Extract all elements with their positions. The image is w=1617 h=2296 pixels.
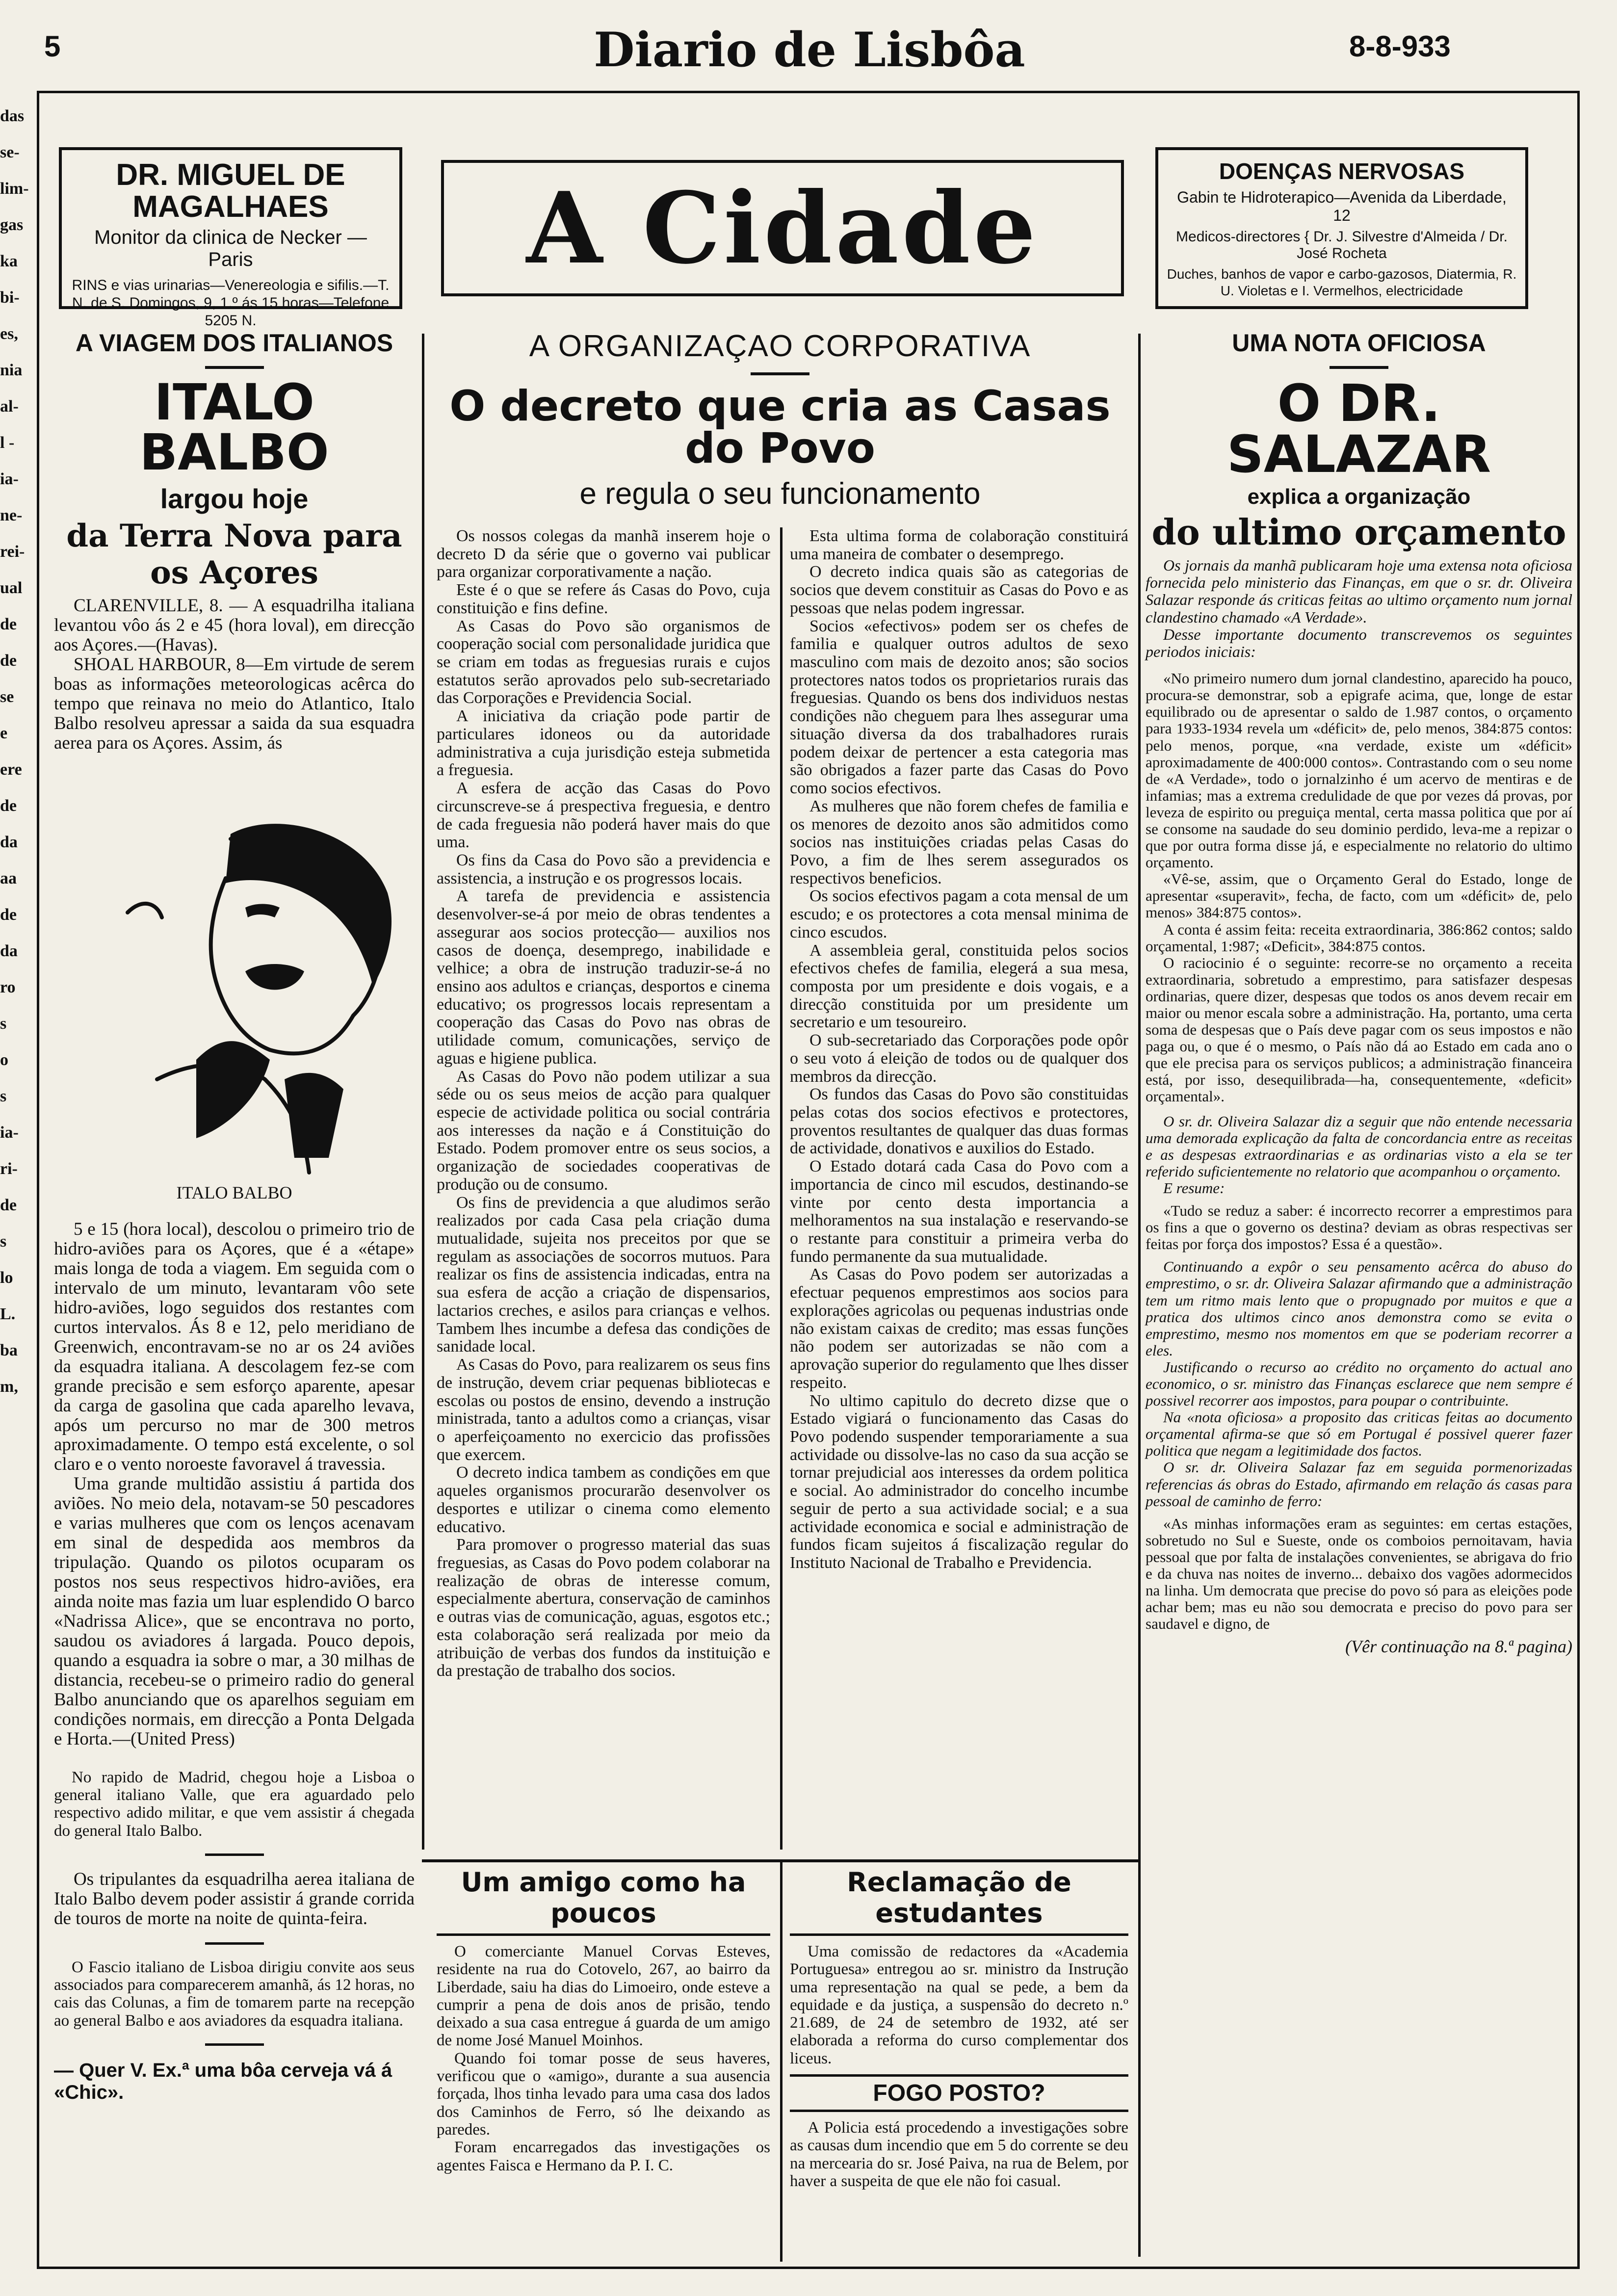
news-headline: Um amigo como ha poucos [461,1867,746,1929]
paragraph: Desse importante documento transcrevemos os seguintes periodos iniciais: [1146,625,1572,660]
paragraph: SHOAL HARBOUR, 8—Em virtude de serem boas as informações meteorologicas acêrca do tempo que reinava no meio do Atlantico, Italo Balbo resolveu apressar a saida da sua esquadra aerea para os Açores. Assim, ás [54,654,415,753]
paragraph: O sr. dr. Oliveira Salazar faz em seguida pormenorizadas referencias ás obras do Estado, afirmando em relação ás casas para pessoal de caminho de ferro: [1146,1459,1572,1510]
article-body [54,1958,415,2030]
paragraph: Os fundos das Casas do Povo são constituidas pelas cotas dos socios efectivos e protectores, proventos resultantes de qualquer das duas formas de actividade, donativos e auxilios do Estado. [790,1085,1128,1158]
column-rule [780,1859,782,2262]
beer-ad: — Quer V. Ex.ª uma bôa cerveja vá á «Chic». [54,2059,392,2103]
strip-fragment: de [0,797,17,815]
paragraph: «Tudo se reduz a saber: é incorrecto recorrer a emprestimos para os fins a que o governo os destina? deviam as obras respectivas ser feitas por força dos impostos? Essa é a questão». [1146,1202,1572,1253]
article-body [54,1769,415,1840]
paragraph: «Vê-se, assim, que o Orçamento Geral do Estado, longe de apresentar «superavit», fecha, de facto, com um «déficit» de, pelo menos» 384:875 contos». [1146,870,1572,921]
paragraph: E resume: [1163,1179,1225,1197]
paragraph: CLARENVILLE, 8. — A esquadrilha italiana levantou vôo ás 2 e 45 (hora loval), em direcção aos Açores.—(Havas). [54,596,415,655]
strip-fragment: ne- [0,506,23,524]
paragraph: O sr. dr. Oliveira Salazar diz a seguir que não entende necessaria uma demorada explicação da falta de concordancia entre as receitas e as despesas extraordinarias e as ordinarias visto a ela se ter referido suficientemente no relatorio que acompanhou o orçamento. [1146,1112,1572,1180]
article-subhead-2: da Terra Nova para os Açores [66,518,402,591]
paragraph: Para promover o progresso material das suas freguesias, as Casas do Povo podem colaborar na realização de obras de interesse comum, especialmente abertura, conservação de caminhos e outras vias de comunicação, aguas, esgotos etc.; esta colaboração será realizada por meio da atribuição de verbas dos fundos da instituição e da prestação de trabalho dos socios. [437,1536,770,1680]
article-kicker: A ORGANIZAÇAO CORPORATIVA [529,329,1031,363]
news-amigo [437,1867,770,2174]
article-balbo [54,329,415,753]
strip-fragment: da [0,833,18,851]
paragraph: As mulheres que não forem chefes de familia e os menores de dezoito anos são admitidos como socios nas instituições criadas pelas Casas do Povo, a fim de lhes serem assegurados os respectivos beneficios. [790,797,1128,887]
paragraph: Socios «efectivos» podem ser os chefes de familia e qualquer outros adultos de sexo masculino com mais de dezoito anos; são socios protectores natos todos os proprietarios rurais das freguesias. Quando os bens dos individuos nestas condições não cheguem para lhes assegurar uma situação diversa da dos trabalhadores rurais podem deixar de pertencer a esta categoria mas são obrigados a fazer parte das Casas do Povo como socios efectivos. [790,617,1128,798]
paragraph: A assembleia geral, constituida pelos socios efectivos chefes de familia, elegerá a sua mesa, composta por um presidente e dois vogais, e a direcção constituida por um presidente um secretario e um tesoureiro. [790,941,1128,1032]
paragraph: A conta é assim feita: receita extraordinaria, 386:862 contos; saldo orçamental, 1:987; «Deficit», 384:875 contos. [1146,920,1572,955]
news-body [790,1943,1128,2067]
paragraph: Este é o que se refere ás Casas do Povo, cuja constituição e fins define. [437,581,770,617]
ad-clinic [1155,147,1528,309]
paragraph: O raciocinio é o seguinte: recorre-se no orçamento a receita extraordinaria, sobretudo a emprestimo, para satisfazer despesas ordinarias, quere dizer, despesas que todos os anos devem recair em maior ou menor escala sobre a administração. Ha, portanto, uma certa soma de despesas que o País deve pagar com os seus impostos e não paga ou, o que é o mesmo, o País não dá ao Estado em cada ano o que ele precisa para os serviços publicos; a administração financeira está, por isso, desequilibrada—ha, consequentemente, «deficit» orçamental». [1146,954,1572,1105]
paragraph: As Casas do Povo não podem utilizar a sua séde ou os seus meios de acção para qualquer especie de actividade politica ou social contrária aos interesses da nação e á Constituição do Estado. Podem promover entre os seus socios, a organização de sociedades cooperativas de produção ou de consumo. [437,1067,770,1194]
article-body [54,1870,415,1929]
strip-fragment: ri- [0,1160,18,1178]
divider [1330,366,1388,369]
issue-date: 8-8-933 [1349,30,1451,63]
article-balbo-cont [54,1182,415,2104]
news-estudantes [790,1867,1128,2190]
strip-fragment: L. [0,1305,16,1323]
continuation-note: (Vêr continuação na 8.ª pagina) [1345,1637,1572,1657]
strip-fragment: e [0,724,8,742]
article-headline: O decreto que cria as Casas do Povo [449,382,1111,473]
strip-fragment: ro [0,978,16,996]
column-rule [780,527,782,1850]
paragraph: Justificando o recurso ao crédito no orçamento do actual ano economico, o sr. ministro das Finanças esclarece que nem sempre é possivel recorrer aos impostos, para poupar o contribuinte. [1146,1358,1572,1409]
news-body [790,2119,1128,2190]
strip-fragment: ia- [0,1123,19,1142]
paragraph: Continuando a expôr o seu pensamento acêrca do abuso do emprestimo, o sr. dr. Oliveira Salazar afirmando que a administração tem um ritmo mais lento que o propugnado por muitos e que a pratica dos ultimos cinco anos demonstra como se evita o emprestimo, mesmo nos momentos em que se poderiam recorrer a eles. [1146,1258,1572,1359]
article-kicker: UMA NOTA OFICIOSA [1232,329,1486,357]
paragraph: Na «nota oficiosa» a proposito das criticas feitas ao documento orçamental afirma-se que só em Portugal é possivel querer fazer politica que negam a legitimidade dos factos. [1146,1409,1572,1460]
paragraph: No ultimo capitulo do decreto dizse que o Estado vigiará o funcionamento das Casas do Povo podendo suspender temporariamente a sua actividade ou dissolve-las no caso da sua acção se tornar prejudicial aos interesses da ordem politica e social. Ao administrador do concelho incumbe seguir de perto a sua actividade social; e a sua actividade economica e social e administração de fundos ficam sujeitos á fiscalização regular do Instituto Nacional de Trabalho e Previdencia. [790,1391,1128,1572]
paragraph: Uma grande multidão assistiu á partida dos aviões. No meio dela, notavam-se 50 pescadores e varias mulheres que com os lenços acenavam em sinal de despedida aos membros da tripulação. Quando os pilotos ocuparam os postos nos seus respectivos hidro-aviões, era ainda noite mas fazia um luar esplendido O barco «Nadrissa Alice», que se encontrava no porto, saudou os aviadores á largada. Pouco depois, quando a esquadra ia sobre o mar, a 30 milhas de distancia, recebeu-se o primeiro radio do general Balbo anunciando que os aparelhos seguiam em condições normais, em direcção a Ponta Delgada e Horta.—(United Press) [54,1474,415,1749]
paragraph: Os jornais da manhã publicaram hoje uma extensa nota oficiosa fornecida pelo ministerio das Finanças, em que o sr. dr. Oliveira Salazar responde ás criticas feitas ao ultimo orçamento num jornal clandestino chamado «A Verdade». [1146,556,1572,626]
paragraph: Os tripulantes da esquadrilha aerea italiana de Italo Balbo devem poder assistir á grande corrida de touros de morte na noite de quinta-feira. [54,1869,415,1929]
article-body [1146,1202,1572,1252]
divider [205,1853,264,1856]
article-subhead: largou hoje [160,483,309,514]
article-intro [1146,557,1572,660]
strip-fragment: da [0,942,18,960]
strip-fragment: de [0,906,17,924]
paragraph: Esta ultima forma de colaboração constituirá uma maneira de combater o desemprego. [790,527,1128,563]
ad-clinic-title: DOENÇAS NERVOSAS [1219,158,1465,184]
news-body [437,1943,770,2174]
paragraph: Os socios efectivos pagam a cota mensal de um escudo; e os protectores a cota mensal minima de cinco escudos. [790,887,1128,941]
paragraph: Os nossos colegas da manhã inserem hoje o decreto D da série que o governo vai publicar para organizar corporativamente a nação. [437,527,770,581]
strip-fragment: al- [0,397,19,416]
paragraph: Os fins da Casa do Povo são a previdencia e assistencia, a instrução e os progressos locais. [437,851,770,887]
strip-fragment: ba [0,1341,18,1359]
article-salazar [1146,329,1572,1657]
strip-fragment: ka [0,252,18,270]
strip-fragment: gas [0,216,24,234]
paragraph: A Policia está procedendo a investigações sobre as causas dum incendio que em 5 do corrente se deu na mercearia do sr. José Paiva, na rua de Belem, por haver a suspeita de que ele não foi casual. [790,2119,1128,2190]
column-rule [1138,334,1141,2257]
article-subhead-2: do ultimo orçamento [1151,511,1566,553]
divider [751,372,809,375]
strip-fragment: m, [0,1378,18,1396]
strip-fragment: lim- [0,180,29,198]
page-number: 5 [44,30,61,63]
divider [437,1933,770,1936]
paragraph: No rapido de Madrid, chegou hoje a Lisboa o general italiano Valle, que era aguardado pelo respectivo adido militar, e que vem assistir á chegada do general Italo Balbo. [54,1768,415,1840]
strip-fragment: de [0,615,17,633]
ad-clinic-doctors: Medicos-directores { Dr. J. Silvestre d'Almeida / Dr. José Rocheta [1176,229,1508,261]
article-headline: O DR. SALAZAR [1226,373,1491,484]
paragraph: O sub-secretariado das Corporações pode opôr o seu voto á eleição de todos ou de qualquer dos membros da direcção. [790,1031,1128,1086]
divider [205,2043,264,2046]
ad-doctor-details: RINS e vias urinarias—Venereologia e sifilis.—T. N. de S. Domingos, 9, 1.º ás 15 horas—Telefone 5205 N. [72,277,390,329]
article-subhead: explica a organização [1247,485,1471,509]
paragraph: O comerciante Manuel Corvas Esteves, residente na rua do Cotovelo, 267, ao bairro da Liberdade, saiu ha dias do Limoeiro, onde esteve a cumprir a pena de dois anos de prisão, tendo deixado a sua casa entregue á guarda de um amigo de nome José Manuel Moinhos. [437,1943,770,2050]
paragraph: Os fins de previdencia a que aludimos serão realizados por cada Casa pela criação duma mutualidade, sujeita nos preceitos por que se regulam as associações de socorros mutuos. Para realizar os fins de assistencia indicadas, entra na sua esfera de acção a criação de dispensarios, lactarios creches, e asilos para crianças e velhos. Tambem lhes incumbe a defesa das condições de sanidade local. [437,1193,770,1356]
ad-doctor-name: DR. MIGUEL DE MAGALHAES [116,158,345,224]
strip-fragment: l - [0,434,15,452]
caricature-illustration [98,785,417,1177]
ad-doctor-title: Monitor da clinica de Necker — Paris [94,227,367,271]
strip-fragment: aa [0,869,17,887]
article-headline: ITALO BALBO [139,373,329,482]
article-body [1146,670,1572,1105]
article-body [1146,1113,1572,1197]
paragraph: As Casas do Povo são organismos de cooperação social com personalidade juridica que se criam em todas as freguesias rurais e cujos estatutos serão aprovados pelo sub-secretariado das Corporações e Previdencia Social. [437,617,770,707]
article-body-right [790,527,1128,1572]
paragraph: O Fascio italiano de Lisboa dirigiu convite aos seus associados para comparecerem amanhã, ás 12 horas, no cais das Colunas, a fim de tomarem parte na recepção ao general Balbo e aos aviadores da esquadra italiana. [54,1958,415,2030]
paragraph: O decreto indica quais são as categorias de socios que devem constituir as Casas do Povo e as pessoas que nelas podem ingressar. [790,563,1128,617]
news-headline: Reclamação de estudantes [847,1867,1071,1929]
section-logo-text: A Cidade [441,160,1124,296]
ad-clinic-address: Gabin te Hidroterapico—Avenida da Liberdade, 12 [1177,188,1507,224]
strip-fragment: nia [0,361,23,379]
article-body-left [437,527,770,1680]
article-kicker: A VIAGEM DOS ITALIANOS [75,329,393,357]
paragraph: As Casas do Povo, para realizarem os seus fins de instrução, devem criar pequenas bibliotecas e escolas ou postos de ensino, devendo a instrução ministrada, tanto a adultos como a crianças, visar o aperfeiçoamento no exercicio das profissões que exercem. [437,1356,770,1464]
divider [205,366,264,369]
masthead: Diario de Lisbôa [594,22,1025,78]
paragraph: Quando foi tomar posse de seus haveres, verificou que o «amigo», durante a sua ausencia forçada, lhos tinha levado para uma casa dos lados dos Caminhos de Ferro, só lhe deixando as paredes. [437,2049,770,2139]
paragraph: «No primeiro numero dum jornal clandestino, aparecido ha pouco, procura-se demonstrar, sob a epigrafe acima, que, longe de estar equilibrado ou de apresentar o saldo de 1.987 contos, o orçamento para 1933-1934 revela um «déficit» de, pelo menos, 384:875 contos: pelo menos, porque, «na verdade, existe um «déficit» aproximadamente de 400:000 contos». Contrastando com o seu nome de «A Verdade», todo o jornalzinho é um acervo de mentiras e de infamias; mas a extrema credulidade de que por vezes dá provas, por leveza de espirito ou preguiça mental, certa massa politica que por aí se consome na saudade do seu dominio perdido, leva-me a repizar o que por outra forma disse já, e especialmente no relatorio do ultimo orçamento. [1146,670,1572,871]
paragraph: A tarefa de previdencia e assistencia desenvolver-se-á por meio de obras tendentes a assegurar aos socios protecção— auxilios nos casos de doença, desemprego, inabilidade e velhice; a obra de instrução traduzir-se-á no ensino aos adultos e crianças, desportos e cinema educativo; os progressos locais representam a cooperação das Casas do Povo nas obras de utilidade comum, comunicações, serviço de aguas e higiene publica. [437,887,770,1068]
strip-fragment: bi- [0,288,20,307]
article-subhead: e regula o seu funcionamento [579,477,981,511]
paragraph: O decreto indica tambem as condições em que aqueles organismos procurarão desenvolver os desportes e utilizar o cinema como elemento educativo. [437,1463,770,1536]
divider [790,1933,1128,1936]
left-edge-strip [0,107,29,2168]
news-headline-fogo: FOGO POSTO? [790,2074,1128,2112]
column-rule [422,334,424,1850]
paragraph: A esfera de acção das Casas do Povo circunscreve-se á prespectiva freguesia, e dentro de cada freguesia não poderá haver mais do que uma. [437,779,770,852]
divider [205,1942,264,1945]
article-body [1146,1515,1572,1633]
strip-fragment: ere [0,760,22,779]
article-body [54,596,415,753]
paragraph: Uma comissão de redactores da «Academia Portuguesa» entregou ao sr. ministro da Instrução uma representação na qual se pede, a bem da equidade e da justiça, a suspensão do decreto n.º 21.689, de 24 de setembro de 1932, até ser elaborada a reforma do curso complementar dos liceus. [790,1943,1128,2067]
strip-fragment: ual [0,579,23,597]
section-logo [427,147,1138,309]
paragraph: A iniciativa da criação pode partir de particulares idoneos ou da autoridade administrativa a cuja jurisdição esteja submetida a freguesia. [437,707,770,780]
article-body [1146,1258,1572,1509]
ad-clinic-services: Duches, banhos de vapor e carbo-gazosos, Diatermia, R. U. Violetas e I. Vermelhos, electricidade [1167,266,1517,298]
article-casas-do-povo [429,329,1131,511]
strip-fragment: s [0,1232,7,1251]
strip-fragment: es, [0,325,18,343]
strip-fragment: o [0,1051,8,1069]
ad-doctor [59,147,402,329]
strip-fragment: lo [0,1269,13,1287]
strip-fragment: de [0,652,17,670]
strip-fragment: s [0,1015,7,1033]
strip-fragment: rei- [0,543,25,561]
strip-fragment: das [0,107,25,125]
paragraph: Foram encarregados das investigações os agentes Faisca e Hermano da P. I. C. [437,2139,770,2174]
strip-fragment: se- [0,143,20,161]
paragraph: «As minhas informações eram as seguintes: em certas estações, sobretudo no Sul e Sueste, onde os comboios pernoitavam, havia pessoal que por falta de instalações convenientes, se abrigava do frio e da chuva nas noites de inverno... debaixo dos vagões adormecidos na linha. Um democrata que precise do povo só para as eleições pode achar bem; mas eu não sou democrata e preciso do povo para ser saudavel e digno, de [1146,1514,1572,1633]
strip-fragment: ia- [0,470,19,488]
illustration-caption: ITALO BALBO [176,1183,292,1202]
article-body [54,1220,415,1749]
strip-fragment: de [0,1196,17,1214]
strip-fragment: se [0,688,14,706]
strip-fragment: s [0,1087,7,1105]
paragraph: 5 e 15 (hora local), descolou o primeiro trio de hidro-aviões para os Açores, que é a «étape» mais longa de toda a viagem. Em seguida com o intervalo de um minuto, levantaram vôo sete hidro-aviões, logo seguidos dos restantes com curtos intervalos. Ás 8 e 12, pelo meridiano de Greenwich, encontravam-se no ar os 24 aviões da esquadra italiana. A descolagem fez-se com grande precisão e sem esforço aparente, apesar da carga de gasolina que cada aparelho levava, após um percurso no mar de 300 metros aproximadamente. O tempo está excelente, o sol claro e o vento noroeste favoravel á travessia. [54,1219,415,1475]
paragraph: O Estado dotará cada Casa do Povo com a importancia de cinco mil escudos, destinando-se vinte por cento desta importancia a melhoramentos na sua instalação e reservando-se o restante para constituir a primeira verba do fundo permanente da sua mutualidade. [790,1157,1128,1266]
paragraph: As Casas do Povo podem ser autorizadas a efectuar pequenos emprestimos aos socios para explorações agricolas ou pequenas industrias onde não existam caixas de credito; mas essas funções não podem ser autorizadas se não com a aprovação superior do regulamento que lhes disser respeito. [790,1265,1128,1392]
